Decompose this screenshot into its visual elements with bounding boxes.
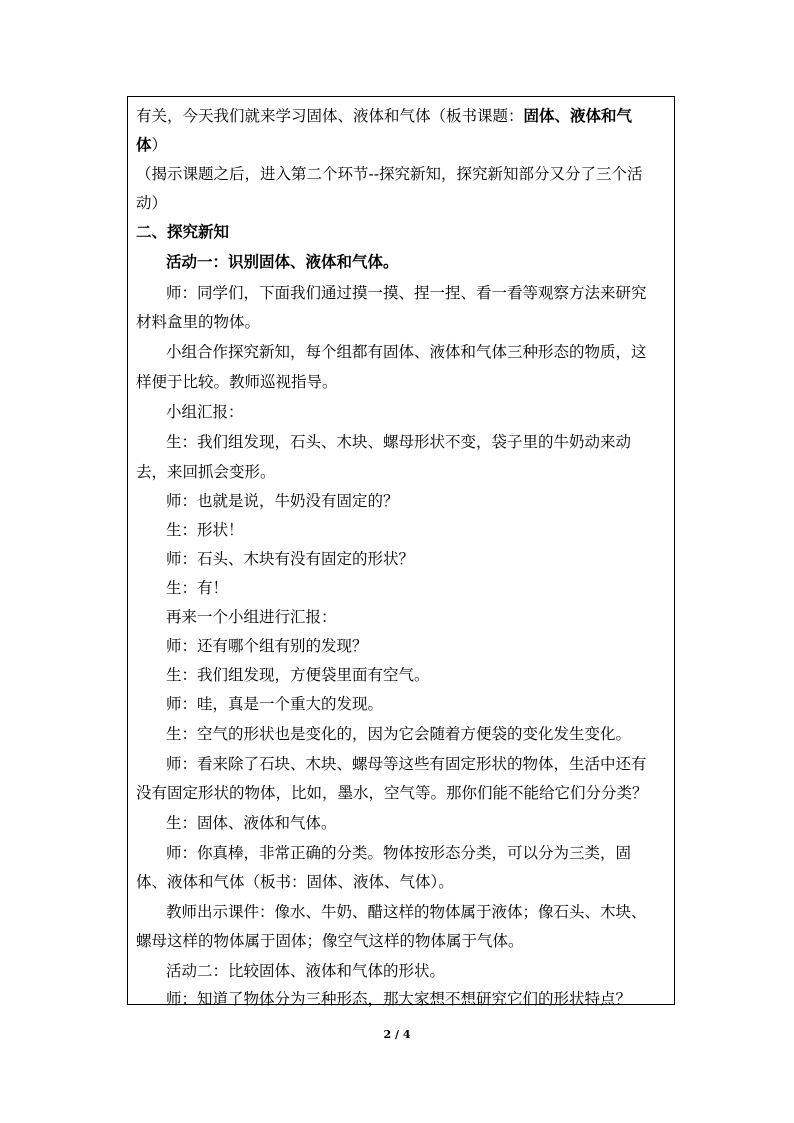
text-line-12: 生：我们组发现，石头、木块、螺母形状不变，袋子里的牛奶动来动: [166, 433, 632, 451]
text-line-3: （揭示课题之后，进入第二个环节--探究新知，探究新知部分又分了三个活: [136, 165, 643, 183]
text-line-2: 体）: [136, 135, 168, 154]
text-line-4: 动）: [136, 194, 168, 212]
text-line-29: 螺母这样的物体属于固体；像空气这样的物体属于气体。: [136, 932, 524, 950]
text-line-17: 生：有！: [166, 579, 229, 597]
text-line-14: 师：也就是说，牛奶没有固定的？: [166, 492, 399, 510]
text-line-1: 有关，今天我们就来学习固体、液体和气体（板书课题：固体、液体和气: [136, 106, 633, 125]
text-line-18: 再来一个小组进行汇报：: [166, 608, 337, 626]
text-line-7: 师：同学们，下面我们通过摸一摸、捏一捏、看一看等观察方法来研究: [166, 284, 647, 302]
text-line-16: 师：石头、木块有没有固定的形状？: [166, 550, 415, 568]
text-line-9: 小组合作探究新知，每个组都有固体、液体和气体三种形态的物质，这: [166, 343, 647, 361]
section-heading: 二、探究新知: [136, 222, 230, 241]
text-line-11: 小组汇报：: [166, 403, 244, 421]
text-line-22: 生：空气的形状也是变化的，因为它会随着方便袋的变化发生变化。: [166, 725, 632, 743]
text-line-24: 没有固定形状的物体，比如，墨水，空气等。那你们能不能给它们分分类？: [136, 784, 648, 802]
text-line-21: 师：哇，真是一个重大的发现。: [166, 695, 384, 713]
text-line-8: 材料盒里的物体。: [136, 313, 261, 331]
text-line-15: 生：形状！: [166, 521, 244, 539]
activity-two-heading: 活动二：比较固体、液体和气体的形状。: [166, 962, 446, 980]
text-line-27: 体、液体和气体（板书：固体、液体、气体）。: [136, 873, 454, 891]
page-number: 2 / 4: [383, 1028, 411, 1041]
activity-one-heading: 活动一：识别固体、液体和气体。: [166, 252, 399, 271]
text-line-25: 生：固体、液体和气体。: [166, 814, 337, 832]
text-line-20: 生：我们组发现，方便袋里面有空气。: [166, 666, 430, 684]
text-line-26: 师：你真棒，非常正确的分类。物体按形态分类，可以分为三类，固: [166, 844, 632, 862]
text-line-19: 师：还有哪个组有别的发现？: [166, 637, 368, 655]
text-line-10: 样便于比较。教师巡视指导。: [136, 373, 338, 391]
text-line-13: 去，来回抓会变形。: [136, 463, 276, 481]
text-line-23: 师：看来除了石块、木块、螺母等这些有固定形状的物体，生活中还有: [166, 755, 647, 773]
text-line-28: 教师出示课件：像水、牛奶、醋这样的物体属于液体；像石头、木块、: [166, 903, 647, 921]
text-line-31: 师：知道了物体分为三种形态，那大家想不想研究它们的形状特点？: [166, 990, 632, 1008]
